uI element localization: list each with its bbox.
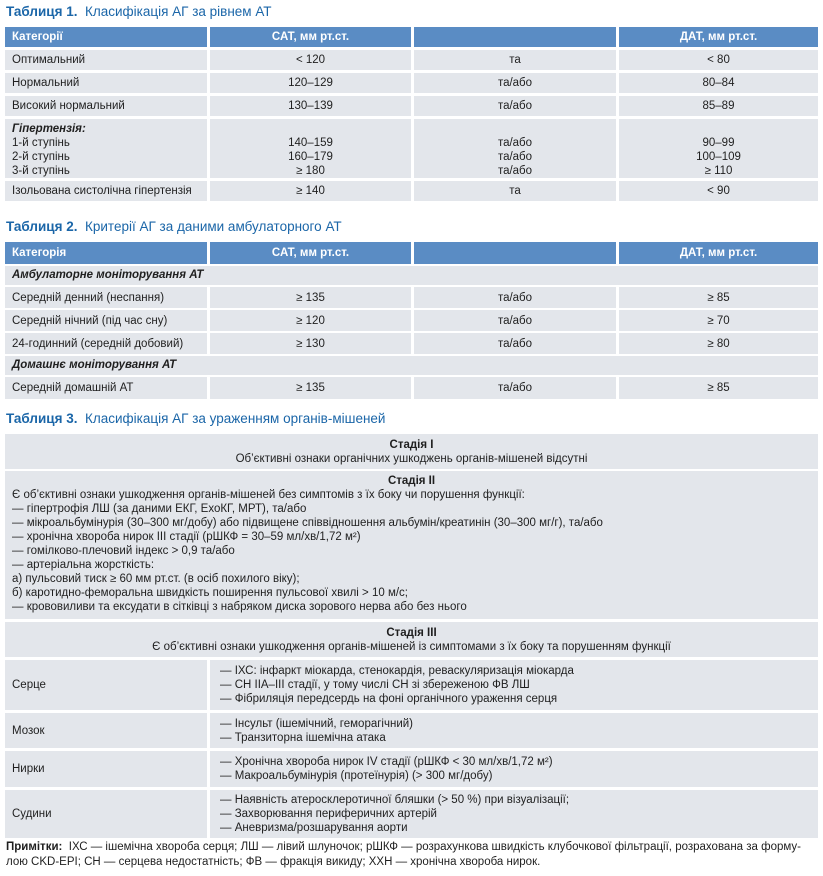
row-category	[5, 119, 207, 178]
row-conj	[414, 119, 616, 178]
stage1-block	[5, 434, 818, 469]
grade-conj: та/або	[497, 151, 533, 163]
organ-item: — Транзиторна ішемічна атака	[220, 732, 386, 744]
organ-row-kidneys	[5, 751, 818, 787]
row-dbp: ≥ 85	[619, 377, 818, 399]
row-sbp: ≥ 140	[210, 181, 411, 201]
notes-label: Примітки:	[6, 841, 63, 853]
table-row	[5, 181, 818, 201]
row-conj: та/або	[414, 73, 616, 93]
organ-item: — Макроальбумінурія (протеїнурія) (> 300 мг/добу)	[220, 770, 493, 782]
row-sbp: 130–139	[210, 96, 411, 116]
stage2-line: — гомілково-плечовий індекс > 0,9 та/або	[12, 545, 235, 557]
stage2-line: б) каротидно-феморальна швидкість поширення пульсової хвилі > 10 м/с;	[12, 587, 409, 599]
table1-header-conj	[414, 27, 616, 47]
organ-row-vessels	[5, 790, 818, 838]
organ-name: Мозок	[5, 713, 207, 748]
grade-dbp: 100–109	[696, 151, 741, 163]
row-sbp: ≥ 135	[210, 287, 411, 308]
organ-name: Судини	[5, 790, 207, 838]
subheader-home: Домашнє моніторування АТ	[5, 356, 818, 375]
organ-name: Нирки	[5, 751, 207, 787]
row-conj: та/або	[414, 377, 616, 399]
row-conj: та/або	[414, 96, 616, 116]
row-category: Ізольована систолічна гіпертензія	[5, 181, 207, 201]
row-sbp	[210, 119, 411, 178]
table-row	[5, 73, 818, 93]
stage3-block	[5, 622, 818, 657]
row-category: Середній денний (неспання)	[5, 287, 207, 308]
row-category: Оптимальний	[5, 50, 207, 70]
organ-items	[210, 790, 818, 838]
stage3-title: Стадія III	[386, 627, 437, 639]
grade-conj: та/або	[497, 165, 533, 177]
organ-item: — Захворювання периферичних артерій	[220, 808, 437, 820]
stage2-line: а) пульсовий тиск ≥ 60 мм рт.ст. (в осіб похилого віку);	[12, 573, 300, 585]
row-dbp: < 80	[619, 50, 818, 70]
row-dbp: 80–84	[619, 73, 818, 93]
organ-row-brain	[5, 713, 818, 748]
organ-name: Серце	[5, 660, 207, 710]
table2-header-sbp: САТ, мм рт.ст.	[210, 242, 411, 264]
row-dbp: 85–89	[619, 96, 818, 116]
grade-sbp: ≥ 180	[296, 165, 325, 177]
table2-header-dbp: ДАТ, мм рт.ст.	[619, 242, 818, 264]
stage1-text: Об’єктивні ознаки органічних ушкоджень органів-мішеней відсутні	[235, 453, 588, 465]
row-conj: та/або	[414, 287, 616, 308]
row-dbp: ≥ 80	[619, 333, 818, 354]
stage2-block	[5, 471, 818, 619]
table2-header-conj	[414, 242, 616, 264]
table-row	[5, 96, 818, 116]
table-row	[5, 333, 818, 354]
row-sbp: ≥ 120	[210, 310, 411, 331]
stage2-line: Є об’єктивні ознаки ушкодження органів-мішеней без симптомів з їх боку чи порушення функції:	[12, 489, 525, 501]
stage3-text: Є об’єктивні ознаки ушкодження органів-мішеней із симптомами з їх боку та порушенням функції	[152, 641, 671, 653]
stage2-title: Стадія II	[387, 475, 436, 487]
row-category: Нормальний	[5, 73, 207, 93]
table2-caption: Таблиця 2. Критерії АГ за даними амбулаторного АТ	[6, 219, 342, 234]
footnotes	[6, 840, 818, 870]
organ-item: — Аневризма/розшарування аорти	[220, 822, 408, 834]
table-row	[5, 287, 818, 308]
row-category: Середній нічний (під час сну)	[5, 310, 207, 331]
row-category: Високий нормальний	[5, 96, 207, 116]
row-sbp: 120–129	[210, 73, 411, 93]
row-category: Середній домашній АТ	[5, 377, 207, 399]
organ-items	[210, 713, 818, 748]
stage2-line: — хронічна хвороба нирок III стадії (рШКФ = 30–59 мл/хв/1,72 м²)	[12, 531, 361, 543]
row-conj: та/або	[414, 333, 616, 354]
table3-caption: Таблиця 3. Класифікація АГ за ураженням органів-мішеней	[6, 411, 386, 426]
stage2-line: — артеріальна жорсткість:	[12, 559, 155, 571]
row-dbp: < 90	[619, 181, 818, 201]
grade-sbp: 160–179	[288, 151, 333, 163]
organ-item: — СН IIА–III стадії, у тому числі СН зі збереженою ФВ ЛШ	[220, 679, 530, 691]
organ-items	[210, 660, 818, 710]
table-row-hypertension	[5, 119, 818, 178]
table1-header-sbp: САТ, мм рт.ст.	[210, 27, 411, 47]
row-category: 24-годинний (середній добовий)	[5, 333, 207, 354]
table-row	[5, 377, 818, 399]
hypertension-title: Гіпертензія:	[12, 123, 86, 135]
organ-items	[210, 751, 818, 787]
organ-item: — ІХС: інфаркт міокарда, стенокардія, реваскуляризація міокарда	[220, 665, 574, 677]
row-sbp: ≥ 130	[210, 333, 411, 354]
row-dbp: ≥ 70	[619, 310, 818, 331]
organ-item: — Інсульт (ішемічний, геморагічний)	[220, 718, 414, 730]
grade-sbp: 140–159	[288, 137, 333, 149]
row-conj: та	[414, 181, 616, 201]
row-dbp	[619, 119, 818, 178]
stage2-line: — мікроальбумінурія (30–300 мг/добу) або підвищене співвідношення альбумін/креатинін (30–300 мг/г), та/або	[12, 517, 603, 529]
table1-header	[5, 27, 818, 47]
organ-row-heart	[5, 660, 818, 710]
organ-item: — Наявність атеросклеротичної бляшки (> 50 %) при візуалізації;	[220, 794, 570, 806]
row-conj: та	[414, 50, 616, 70]
stage2-line: — гіпертрофія ЛШ (за даними ЕКГ, ЕхоКГ, МРТ), та/або	[12, 503, 307, 515]
subheader-ambulatory: Амбулаторне моніторування АТ	[5, 266, 818, 285]
table1-header-dbp: ДАТ, мм рт.ст.	[619, 27, 818, 47]
row-conj: та/або	[414, 310, 616, 331]
stage1-title: Стадія I	[389, 439, 434, 451]
row-sbp: < 120	[210, 50, 411, 70]
table1-caption: Таблиця 1. Класифікація АГ за рівнем АТ	[6, 4, 272, 19]
grade-dbp: 90–99	[702, 137, 735, 149]
organ-item: — Фібриляція передсердь на фоні органічного ураження серця	[220, 693, 558, 705]
table2-header	[5, 242, 818, 264]
notes-line: лою CKD-EPI; СН — серцева недостатність; ФВ — фракція викиду; ХХН — хронічна хвороба нирок.	[6, 856, 541, 868]
table-row	[5, 310, 818, 331]
table-row	[5, 50, 818, 70]
table1-header-category: Категорії	[5, 27, 207, 47]
grade-conj: та/або	[497, 137, 533, 149]
table2-header-category: Категорія	[5, 242, 207, 264]
grade-label: 2-й ступінь	[12, 151, 70, 163]
organ-item: — Хронічна хвороба нирок IV стадії (рШКФ < 30 мл/хв/1,72 м²)	[220, 756, 553, 768]
notes-line: ІХС — ішемічна хвороба серця; ЛШ — лівий шлуночок; рШКФ — розрахункова швидкість клубочкової фільтрації, розрахована за форму-	[68, 841, 801, 853]
grade-label: 3-й ступінь	[12, 165, 70, 177]
grade-label: 1-й ступінь	[12, 137, 70, 149]
grade-dbp: ≥ 110	[704, 165, 733, 177]
row-sbp: ≥ 135	[210, 377, 411, 399]
stage2-line: — крововиливи та ексудати в сітківці з набряком диска зорового нерва або без нього	[12, 601, 467, 613]
row-dbp: ≥ 85	[619, 287, 818, 308]
